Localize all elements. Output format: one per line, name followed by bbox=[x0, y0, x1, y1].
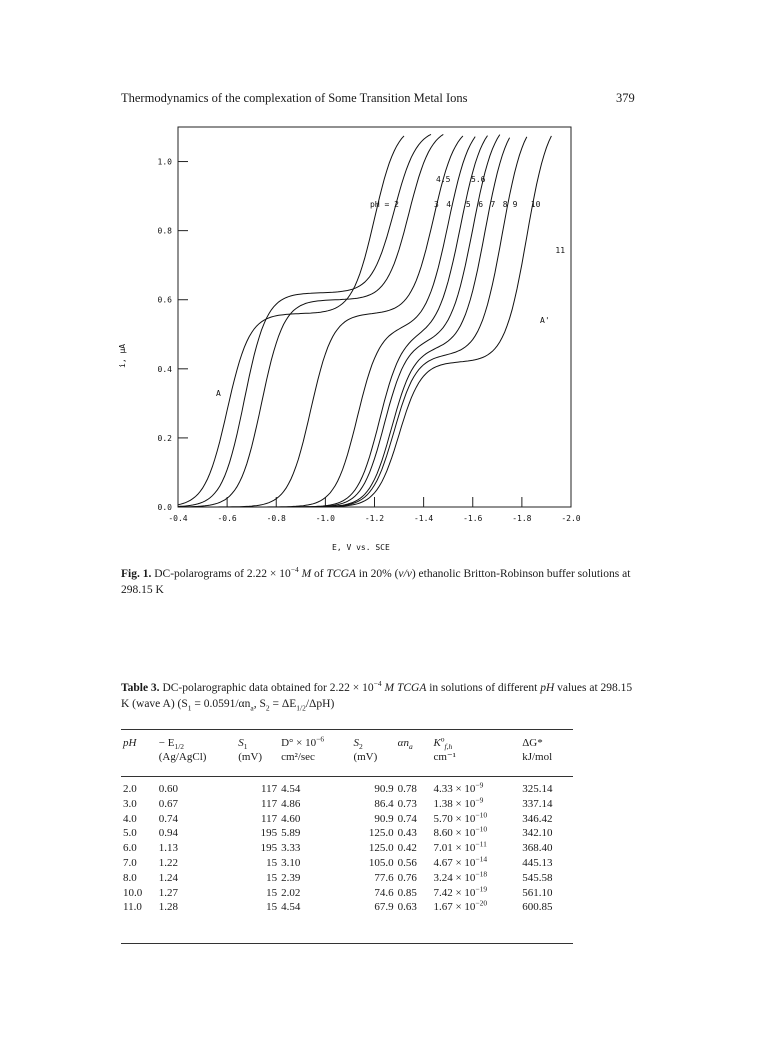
page-number: 379 bbox=[616, 91, 635, 105]
col-k-label: K bbox=[433, 737, 441, 749]
cell-value: 6.0 bbox=[123, 842, 137, 855]
curve-label: 6 bbox=[478, 200, 484, 209]
figure-caption-unit: M bbox=[298, 568, 312, 580]
table-cell-d bbox=[279, 812, 351, 827]
cell-value: 10.0 bbox=[123, 886, 143, 899]
table-cell-an bbox=[396, 772, 432, 797]
cell-value: 325.14 bbox=[522, 783, 553, 795]
figure-caption-text-2: in 20% ( bbox=[355, 568, 399, 580]
table-header-row bbox=[121, 730, 573, 750]
cell-value: 86.4 bbox=[374, 797, 394, 810]
col-s2-unit: (mV) bbox=[353, 751, 378, 763]
cell-exponent: −9 bbox=[475, 780, 484, 790]
table-cell-e bbox=[157, 797, 237, 812]
table-cell-ph bbox=[121, 886, 157, 901]
cell-value: 77.6 bbox=[374, 871, 394, 884]
y-axis-label: i, μA bbox=[118, 343, 127, 368]
table-cell-s1 bbox=[236, 772, 279, 797]
y-tick-label: 0.8 bbox=[157, 226, 172, 236]
col-s1 bbox=[236, 730, 279, 750]
table-cell-an bbox=[396, 871, 432, 886]
polarogram-curve bbox=[178, 136, 551, 507]
table-caption-text-3: values at 298.15 K (wave A) (S bbox=[121, 682, 633, 710]
figure-caption-text: DC-polarograms of 2.22 × 10 bbox=[151, 568, 291, 580]
x-tick-label: -1.0 bbox=[315, 514, 336, 523]
x-tick-label: -1.6 bbox=[463, 514, 483, 523]
table-cell-an bbox=[396, 856, 432, 871]
table-caption-sub: a bbox=[250, 703, 254, 713]
cell-value: 90.9 bbox=[374, 812, 394, 825]
cell-exponent: −19 bbox=[475, 883, 488, 893]
x-tick-label: -0.4 bbox=[168, 514, 188, 523]
cell-value: 0.60 bbox=[158, 783, 179, 795]
col-s1-unit: (mV) bbox=[238, 751, 263, 763]
cell-value: 1.22 bbox=[158, 856, 179, 869]
annotation-4-5: 4.5 bbox=[436, 175, 451, 184]
x-tick-label: -0.8 bbox=[266, 514, 286, 523]
cell-value: 545.58 bbox=[522, 871, 553, 884]
table-caption-text-4: = 0.0591/αn bbox=[191, 698, 251, 710]
figure-caption-text-3: ) ethanolic Britton-Robinson buffer solutions at 298.15 K bbox=[121, 568, 631, 596]
table-caption-text-2: in solutions of different bbox=[426, 682, 541, 694]
col-k bbox=[431, 730, 520, 750]
polarogram-curve bbox=[178, 136, 404, 505]
table-cell-ph bbox=[121, 797, 157, 812]
table-row bbox=[121, 900, 573, 923]
col-ph-unit bbox=[121, 750, 157, 772]
table-cell-an bbox=[396, 812, 432, 827]
col-an-sub: a bbox=[408, 742, 413, 752]
cell-exponent: −14 bbox=[475, 854, 488, 864]
col-s2-sub: 2 bbox=[358, 742, 363, 752]
table-cell-e bbox=[157, 886, 237, 901]
table-cell-ph bbox=[121, 900, 157, 923]
table-cell-ph bbox=[121, 856, 157, 871]
figure-caption-exp: −4 bbox=[290, 565, 299, 575]
table-row bbox=[121, 797, 573, 812]
table-caption-compound: M TCGA bbox=[381, 682, 427, 694]
polarogram-curve bbox=[178, 134, 431, 506]
curve-label: 3 bbox=[434, 200, 439, 209]
cell-value: 4.54 bbox=[281, 901, 301, 914]
cell-value: 0.78 bbox=[397, 783, 417, 795]
table-cell-dg bbox=[520, 812, 573, 827]
table-cell-e bbox=[157, 900, 237, 923]
col-s2-label: S bbox=[353, 737, 359, 749]
table-cell-e bbox=[157, 826, 237, 841]
table-cell-dg bbox=[520, 871, 573, 886]
cell-value: 346.42 bbox=[522, 812, 553, 825]
cell-value: 1.28 bbox=[158, 901, 179, 914]
table-caption-ph: pH bbox=[540, 682, 555, 694]
table-caption bbox=[121, 680, 641, 712]
table-cell-s1 bbox=[236, 886, 279, 901]
col-s2 bbox=[351, 730, 395, 750]
cell-value: 1.13 bbox=[158, 842, 179, 855]
table-cell-dg bbox=[520, 841, 573, 856]
table-cell-d bbox=[279, 826, 351, 841]
cell-value: 1.67 × 10 bbox=[433, 901, 476, 914]
annotation-5-6: 5.6 bbox=[471, 175, 486, 184]
table-cell-d bbox=[279, 856, 351, 871]
table-cell-d bbox=[279, 772, 351, 797]
col-s1-label: S bbox=[238, 737, 244, 749]
y-tick-label: 0.0 bbox=[157, 503, 172, 512]
cell-exponent: −20 bbox=[475, 898, 488, 908]
table-cell-s2 bbox=[351, 886, 395, 901]
cell-exponent: −10 bbox=[475, 809, 488, 819]
curve-label: 11 bbox=[555, 246, 566, 255]
curve-label: 10 bbox=[530, 200, 541, 209]
x-tick-label: -1.2 bbox=[364, 514, 385, 523]
cell-value: 0.43 bbox=[397, 827, 417, 840]
cell-value: 15 bbox=[266, 856, 278, 869]
cell-value: 368.40 bbox=[522, 842, 553, 855]
cell-value: 3.0 bbox=[123, 797, 137, 810]
cell-value: 7.42 × 10 bbox=[433, 886, 476, 899]
table-cell-an bbox=[396, 886, 432, 901]
table-cell-an bbox=[396, 900, 432, 923]
cell-value: 7.01 × 10 bbox=[433, 842, 476, 855]
table-header-row-2 bbox=[121, 750, 573, 772]
table-cell-s2 bbox=[351, 841, 395, 856]
cell-value: 0.74 bbox=[397, 812, 417, 825]
table-caption-label: Table 3. bbox=[121, 682, 160, 694]
col-e12-sub: 1/2 bbox=[174, 742, 185, 752]
x-tick-label: -0.6 bbox=[217, 514, 237, 523]
table-row bbox=[121, 856, 573, 871]
polarogram-curve bbox=[178, 135, 500, 507]
table-cell-s1 bbox=[236, 797, 279, 812]
table-cell-k bbox=[431, 900, 520, 923]
curve-label: 4 bbox=[446, 200, 452, 209]
table-cell-s1 bbox=[236, 900, 279, 923]
cell-value: 105.0 bbox=[368, 856, 394, 869]
table-cell-s1 bbox=[236, 812, 279, 827]
cell-value: 125.0 bbox=[368, 827, 394, 840]
table-caption-text: DC-polarographic data obtained for 2.22 × 10 bbox=[159, 682, 374, 694]
data-table bbox=[121, 730, 573, 923]
table-cell-ph bbox=[121, 871, 157, 886]
table-row bbox=[121, 871, 573, 886]
table-cell-ph bbox=[121, 826, 157, 841]
cell-value: 0.73 bbox=[397, 797, 417, 810]
table-cell-s2 bbox=[351, 772, 395, 797]
table-cell-e bbox=[157, 812, 237, 827]
y-tick-label: 1.0 bbox=[157, 157, 172, 167]
cell-value: 67.9 bbox=[374, 901, 394, 914]
table-cell-ph bbox=[121, 812, 157, 827]
polarogram-curve bbox=[178, 137, 527, 507]
curve-label: 8 bbox=[502, 200, 508, 209]
table-cell-e bbox=[157, 772, 237, 797]
figure-caption-of: of bbox=[311, 568, 327, 580]
cell-value: 74.6 bbox=[374, 886, 394, 899]
polarogram-curve bbox=[178, 136, 463, 507]
curve-label: 7 bbox=[490, 200, 496, 209]
table-row bbox=[121, 826, 573, 841]
cell-value: 8.60 × 10 bbox=[433, 827, 476, 840]
table-cell-e bbox=[157, 871, 237, 886]
table-cell-dg bbox=[520, 826, 573, 841]
cell-value: 5.89 bbox=[281, 827, 301, 840]
table-cell-s2 bbox=[351, 812, 395, 827]
cell-value: 8.0 bbox=[123, 871, 137, 884]
col-d-label: D° × 10 bbox=[281, 737, 317, 749]
cell-value: 2.0 bbox=[123, 783, 137, 795]
cell-value: 561.10 bbox=[522, 886, 553, 899]
x-axis-label: E, V vs. SCE bbox=[332, 543, 390, 552]
cell-value: 3.24 × 10 bbox=[433, 871, 476, 884]
table-cell-s1 bbox=[236, 841, 279, 856]
cell-value: 3.10 bbox=[281, 856, 301, 869]
y-tick-label: 0.6 bbox=[157, 295, 172, 305]
cell-value: 4.0 bbox=[123, 812, 137, 825]
cell-value: 2.39 bbox=[281, 871, 301, 884]
table-cell-d bbox=[279, 871, 351, 886]
cell-value: 1.24 bbox=[158, 871, 179, 884]
annotation-a: A bbox=[216, 389, 221, 398]
col-dg: ΔG* bbox=[522, 737, 543, 749]
table-cell-s2 bbox=[351, 900, 395, 923]
table-cell-e bbox=[157, 856, 237, 871]
cell-value: 7.0 bbox=[123, 856, 137, 869]
table-bottom-rule bbox=[121, 943, 573, 944]
table-cell-an bbox=[396, 797, 432, 812]
cell-value: 4.33 × 10 bbox=[433, 783, 476, 795]
cell-value: 11.0 bbox=[123, 901, 142, 914]
figure-caption-label: Fig. 1. bbox=[121, 568, 152, 580]
cell-value: 195 bbox=[260, 827, 278, 840]
cell-exponent: −11 bbox=[475, 839, 487, 849]
cell-value: 125.0 bbox=[368, 842, 394, 855]
table-cell-s2 bbox=[351, 856, 395, 871]
table-caption-exp: −4 bbox=[373, 679, 382, 689]
table-cell-d bbox=[279, 900, 351, 923]
curve-label: 5 bbox=[465, 200, 471, 209]
table-caption-text-7: /ΔpH) bbox=[305, 698, 335, 710]
col-an-unit bbox=[396, 750, 432, 772]
cell-value: 337.14 bbox=[522, 797, 553, 810]
col-s1-sub: 1 bbox=[243, 742, 248, 752]
table-row bbox=[121, 841, 573, 856]
table-cell-s1 bbox=[236, 856, 279, 871]
table-cell-dg bbox=[520, 900, 573, 923]
col-e12-unit: (Ag/AgCl) bbox=[158, 751, 207, 763]
table-cell-an bbox=[396, 826, 432, 841]
figure-caption-compound: TCGA bbox=[326, 568, 356, 580]
cell-value: 117 bbox=[260, 812, 278, 825]
cell-value: 3.33 bbox=[281, 842, 301, 855]
cell-value: 600.85 bbox=[522, 901, 553, 914]
cell-value: 15 bbox=[266, 886, 278, 899]
table-cell-an bbox=[396, 841, 432, 856]
cell-value: 0.56 bbox=[397, 856, 417, 869]
cell-value: 5.70 × 10 bbox=[433, 812, 476, 825]
col-an bbox=[396, 730, 432, 750]
cell-value: 195 bbox=[260, 842, 278, 855]
table-cell-dg bbox=[520, 856, 573, 871]
table-cell-k bbox=[431, 772, 520, 797]
cell-exponent: −9 bbox=[475, 795, 484, 805]
table-cell-s2 bbox=[351, 871, 395, 886]
table-cell-ph bbox=[121, 841, 157, 856]
cell-value: 117 bbox=[260, 797, 278, 810]
col-k-sup: o bbox=[440, 734, 445, 744]
table-cell-d bbox=[279, 841, 351, 856]
table-cell-s1 bbox=[236, 826, 279, 841]
table-cell-d bbox=[279, 886, 351, 901]
cell-value: 5.0 bbox=[123, 827, 137, 840]
y-tick-label: 0.4 bbox=[157, 364, 172, 374]
col-d-unit: cm²/sec bbox=[281, 751, 315, 763]
cell-value: 1.27 bbox=[158, 886, 179, 899]
table-row bbox=[121, 772, 573, 797]
table-caption-text-6: = ΔE bbox=[269, 698, 297, 710]
x-tick-label: -1.8 bbox=[512, 514, 532, 523]
cell-value: 342.10 bbox=[522, 827, 553, 840]
cell-value: 4.67 × 10 bbox=[433, 856, 476, 869]
cell-value: 0.74 bbox=[158, 812, 179, 825]
cell-value: 4.86 bbox=[281, 797, 301, 810]
table-row bbox=[121, 812, 573, 827]
curve-label: pH = 2 bbox=[370, 200, 399, 209]
table-cell-dg bbox=[520, 886, 573, 901]
table-cell-dg bbox=[520, 797, 573, 812]
table-cell-s2 bbox=[351, 826, 395, 841]
table-cell-dg bbox=[520, 772, 573, 797]
col-ph: pH bbox=[123, 737, 137, 749]
polarogram-curve bbox=[178, 134, 443, 507]
cell-value: 0.76 bbox=[397, 871, 417, 884]
col-dg-unit: kJ/mol bbox=[522, 751, 553, 763]
x-tick-label: -2.0 bbox=[561, 514, 581, 523]
figure-caption bbox=[121, 566, 641, 598]
cell-value: 2.02 bbox=[281, 886, 301, 899]
table-caption-sub: 1/2 bbox=[296, 703, 306, 713]
table-cell-e bbox=[157, 841, 237, 856]
running-head: Thermodynamics of the complexation of Some Transition Metal Ions bbox=[121, 91, 468, 105]
col-e12 bbox=[157, 730, 237, 750]
cell-value: 1.38 × 10 bbox=[433, 797, 476, 810]
table-caption-sub: 1 bbox=[187, 703, 192, 713]
cell-exponent: −18 bbox=[475, 869, 488, 879]
col-e12-label: − E bbox=[158, 737, 175, 749]
cell-value: 90.9 bbox=[374, 783, 394, 795]
cell-value: 15 bbox=[266, 871, 278, 884]
polarogram-curve bbox=[178, 136, 488, 507]
y-tick-label: 0.2 bbox=[157, 433, 172, 443]
col-k-sub: f,h bbox=[444, 742, 453, 752]
figure-caption-vv: v/v bbox=[398, 568, 412, 580]
cell-exponent: −10 bbox=[475, 824, 488, 834]
annotation-a-prime: A' bbox=[540, 316, 550, 325]
table-cell-d bbox=[279, 797, 351, 812]
cell-value: 4.60 bbox=[281, 812, 301, 825]
table-cell-ph bbox=[121, 772, 157, 797]
col-d-exp: −6 bbox=[316, 734, 325, 744]
cell-value: 445.13 bbox=[522, 856, 553, 869]
curve-label: 9 bbox=[512, 200, 518, 209]
cell-value: 15 bbox=[266, 901, 278, 914]
cell-value: 0.94 bbox=[158, 827, 179, 840]
cell-value: 4.54 bbox=[281, 783, 301, 795]
x-tick-label: -1.4 bbox=[413, 514, 434, 523]
cell-value: 0.63 bbox=[397, 901, 417, 914]
table-caption-sub: 2 bbox=[265, 703, 270, 713]
table-cell-s2 bbox=[351, 797, 395, 812]
cell-value: 0.85 bbox=[397, 886, 417, 899]
table-cell-s1 bbox=[236, 871, 279, 886]
cell-value: 0.42 bbox=[397, 842, 417, 855]
col-k-unit: cm⁻¹ bbox=[433, 751, 456, 763]
col-d bbox=[279, 730, 351, 750]
cell-value: 117 bbox=[260, 783, 278, 795]
table-caption-text-5: , S bbox=[253, 698, 266, 710]
cell-value: 0.67 bbox=[158, 797, 179, 810]
col-an-label: αn bbox=[397, 737, 409, 749]
table-row bbox=[121, 886, 573, 901]
